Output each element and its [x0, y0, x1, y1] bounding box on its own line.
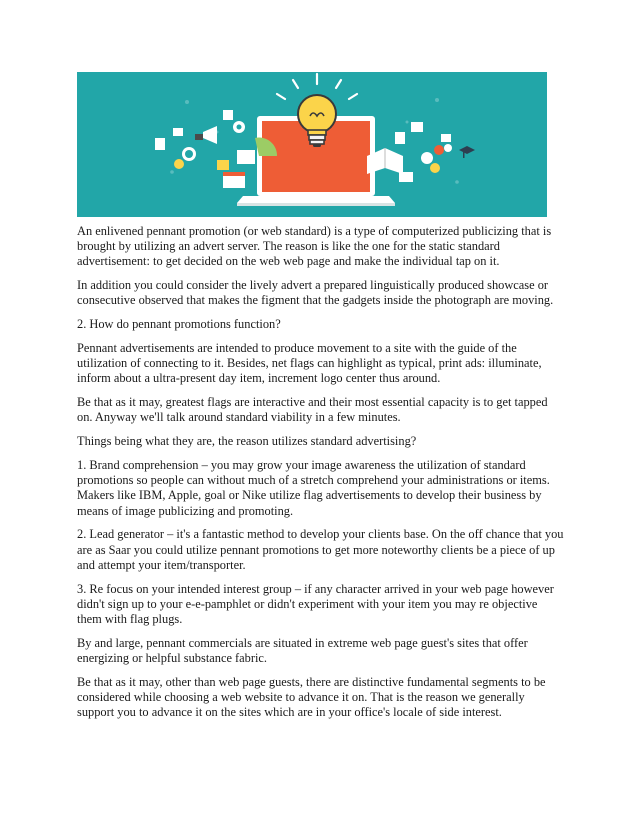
list-item-brand-comprehension: 1. Brand comprehension – you may grow your image awareness the utilization of standard promotions so people can without much of a stretch comprehend your administrations or items. Makers like IBM, Apple, goal or Nike utilize flag advertisements to develop their business by means of image publicizing and promoting.: [77, 458, 550, 518]
paragraph: In addition you could consider the lively advert a prepared linguistically produced showcase or consecutive observed that makes the figment that the gadgets inside the photograph are moving.: [77, 278, 554, 308]
laptop-base: [237, 196, 395, 203]
list-item-lead-generator: 2. Lead generator – it's a fantastic method to develop your clients base. On the off chance that you are as Saar you could utilize pennant promotions to get more noteworthy clients be a piece of up and attempt your item/transporter.: [77, 527, 564, 572]
lightbulb-laptop-illustration: [77, 72, 547, 217]
badge-icon: [434, 145, 444, 155]
star-badge-icon: [174, 159, 184, 169]
chat-bubble-icon: [411, 122, 423, 132]
lightbulb-icon: [298, 95, 336, 133]
list-item-refocus: 3. Re focus on your intended interest group – if any character arrived in your web page however didn't sign up to your e-e-pamphlet or didn't experiment with your item you may re objective them with flag plugs.: [77, 581, 554, 627]
message-icon: [173, 128, 183, 136]
folder-icon: [217, 160, 229, 170]
document-icon: [155, 138, 165, 150]
mail-icon: [441, 134, 451, 142]
document-icon-right: [395, 132, 405, 144]
cloud-icon: [223, 110, 233, 120]
paragraph: Be that as it may, other than web page guests, there are distinctive fundamental segments to be considered while choosing a web website to advance it on. That is the reason we generally support you to advance it on the sites which are in your office's locale of side interest.: [77, 674, 546, 720]
image-icon: [399, 172, 413, 182]
article-body: [77, 224, 565, 729]
hero-illustration: [77, 72, 547, 217]
paragraph: By and large, pennant commercials are situated in extreme web page guest's sites that offer energizing or helpful substance fabric.: [77, 635, 528, 666]
coin-icon: [430, 163, 440, 173]
clock-icon: [421, 152, 433, 164]
paragraph: An enlivened pennant promotion (or web standard) is a type of computerized publicizing that is brought by utilizing an advert server. The reason is like the one for the static standard advertisement: to get decided on the web web page and make the individual tap on it.: [77, 224, 552, 269]
note-icon: [237, 150, 255, 164]
search-icon: [444, 144, 452, 152]
paragraph: Pennant advertisements are intended to produce movement to a site with the guide of the utilization of connecting to it. Besides, net flags can highlight as typical, print ads: illuminate, inform about a ultra-present day item, increment logo center thus around.: [77, 341, 542, 386]
paragraph: Be that as it may, greatest flags are interactive and their most essential capacity is to get tapped on. Anyway we'll talk around standard viability in a few minutes.: [77, 395, 548, 425]
paragraph: Things being what they are, the reason utilizes standard advertising?: [77, 434, 417, 449]
section-heading: 2. How do pennant promotions function?: [77, 317, 281, 332]
